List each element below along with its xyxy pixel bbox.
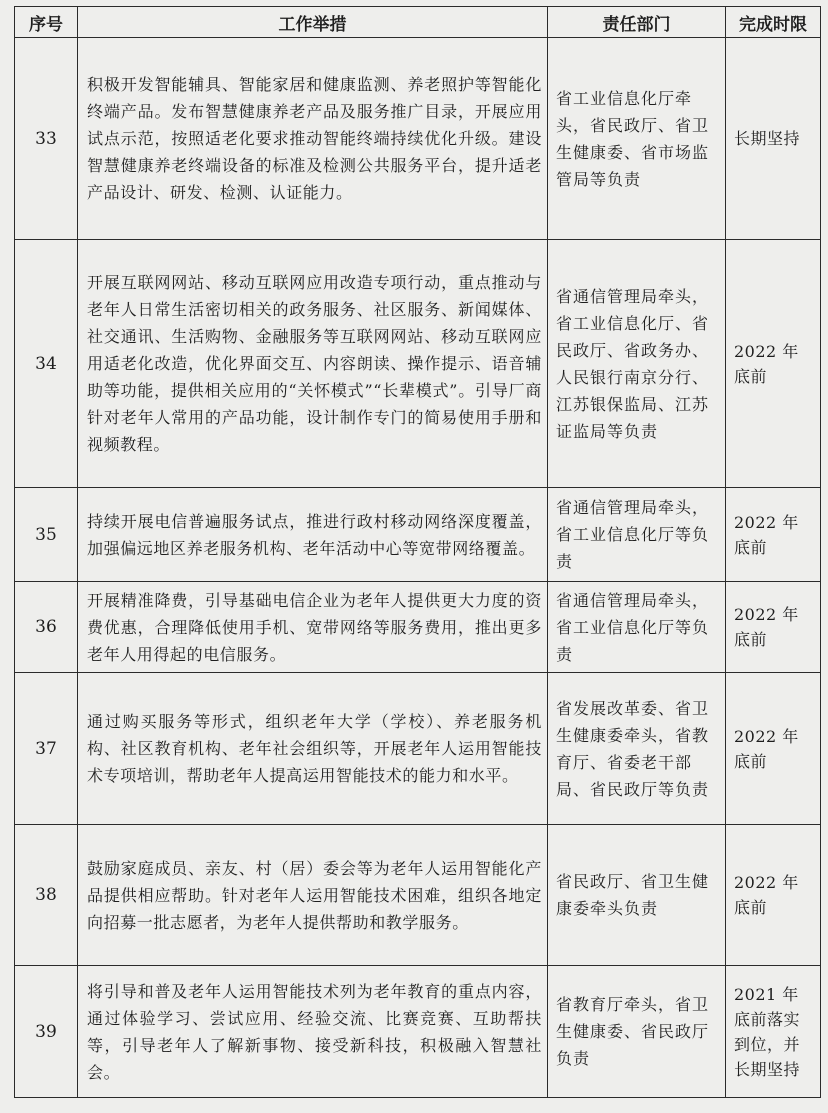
table-row <box>15 825 821 966</box>
table-row <box>15 488 821 582</box>
deadline-cell: 2022 年底前 <box>726 825 821 966</box>
header-row <box>15 7 821 38</box>
deadline-cell: 2022 年底前 <box>726 240 821 488</box>
table-row <box>15 240 821 488</box>
row-number: 38 <box>15 825 78 966</box>
task-cell: 开展互联网网站、移动互联网应用改造专项行动，重点推动与老年人日常生活密切相关的政务服务、社区服务、新闻媒体、社交通讯、生活购物、金融服务等互联网网站、移动互联网应用适老化改造，优化界面交互、内容朗读、操作提示、语音辅助等功能，提供相关应用的“关怀模式”“长辈模式”。引导厂商针对老年人常用的产品功能，设计制作专门的简易使用手册和视频教程。 <box>78 240 548 488</box>
deadline-cell: 2022 年底前 <box>726 582 821 673</box>
row-number: 33 <box>15 38 78 240</box>
row-number: 36 <box>15 582 78 673</box>
row-number: 35 <box>15 488 78 582</box>
task-cell: 开展精准降费，引导基础电信企业为老年人提供更大力度的资费优惠，合理降低使用手机、宽带网络等服务费用，推出更多老年人用得起的电信服务。 <box>78 582 548 673</box>
header-no: 序号 <box>15 7 78 38</box>
department-cell: 省工业信息化厅牵头，省民政厅、省卫生健康委、省市场监管局等负责 <box>548 38 726 240</box>
task-cell: 持续开展电信普遍服务试点，推进行政村移动网络深度覆盖，加强偏远地区养老服务机构、老年活动中心等宽带网络覆盖。 <box>78 488 548 582</box>
department-cell: 省通信管理局牵头，省工业信息化厅等负责 <box>548 488 726 582</box>
deadline-cell: 2022 年底前 <box>726 488 821 582</box>
department-cell: 省通信管理局牵头，省工业信息化厅、省民政厅、省政务办、人民银行南京分行、江苏银保监局、江苏证监局等负责 <box>548 240 726 488</box>
table-row <box>15 582 821 673</box>
task-cell: 积极开发智能辅具、智能家居和健康监测、养老照护等智能化终端产品。发布智慧健康养老产品及服务推广目录，开展应用试点示范，按照适老化要求推动智能终端持续优化升级。建设智慧健康养老终端设备的标准及检测公共服务平台，提升适老产品设计、研发、检测、认证能力。 <box>78 38 548 240</box>
department-cell: 省通信管理局牵头，省工业信息化厅等负责 <box>548 582 726 673</box>
department-cell: 省发展改革委、省卫生健康委牵头，省教育厅、省委老干部局、省民政厅等负责 <box>548 673 726 825</box>
measures-table <box>14 6 821 1098</box>
table-row <box>15 966 821 1098</box>
task-cell: 通过购买服务等形式，组织老年大学（学校）、养老服务机构、社区教育机构、老年社会组织等，开展老年人运用智能技术专项培训，帮助老年人提高运用智能技术的能力和水平。 <box>78 673 548 825</box>
row-number: 37 <box>15 673 78 825</box>
header-dept: 责任部门 <box>548 7 726 38</box>
department-cell: 省教育厅牵头，省卫生健康委、省民政厅负责 <box>548 966 726 1098</box>
header-time: 完成时限 <box>726 7 821 38</box>
task-cell: 鼓励家庭成员、亲友、村（居）委会等为老年人运用智能化产品提供相应帮助。针对老年人运用智能技术困难，组织各地定向招募一批志愿者，为老年人提供帮助和教学服务。 <box>78 825 548 966</box>
deadline-cell: 2022 年底前 <box>726 673 821 825</box>
department-cell: 省民政厅、省卫生健康委牵头负责 <box>548 825 726 966</box>
header-task: 工作举措 <box>78 7 548 38</box>
task-cell: 将引导和普及老年人运用智能技术列为老年教育的重点内容，通过体验学习、尝试应用、经验交流、比赛竞赛、互助帮扶等，引导老年人了解新事物、接受新科技，积极融入智慧社会。 <box>78 966 548 1098</box>
table-row <box>15 673 821 825</box>
table-row <box>15 38 821 240</box>
deadline-cell: 2021 年底前落实到位，并长期坚持 <box>726 966 821 1098</box>
row-number: 34 <box>15 240 78 488</box>
row-number: 39 <box>15 966 78 1098</box>
deadline-cell: 长期坚持 <box>726 38 821 240</box>
